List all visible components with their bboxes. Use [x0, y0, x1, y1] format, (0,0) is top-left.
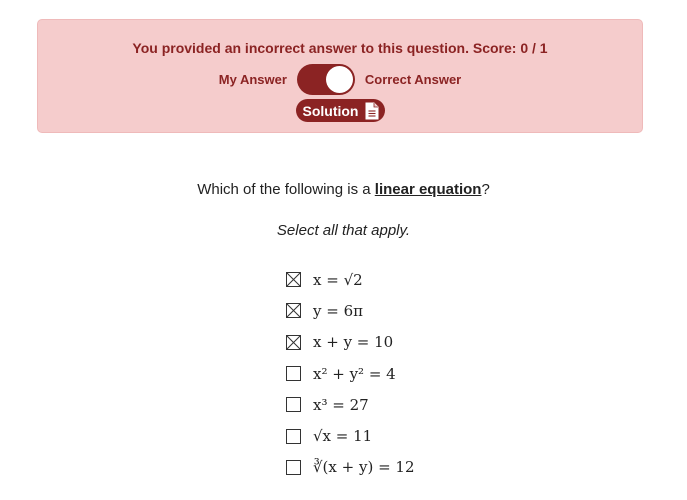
- x-mark-icon: [287, 273, 300, 286]
- option-label: √x = 11: [313, 427, 373, 446]
- question-prefix: Which of the following is a: [197, 181, 375, 198]
- answer-option: [286, 327, 415, 358]
- answer-option: [286, 452, 415, 483]
- option-label: y = 6π: [313, 301, 363, 320]
- answer-option: [286, 358, 415, 389]
- answer-option: [286, 389, 415, 420]
- checkbox-unchecked[interactable]: [286, 429, 301, 444]
- answer-toggle-row: [38, 63, 642, 95]
- correct-answer-label[interactable]: Correct Answer: [364, 71, 462, 87]
- answer-toggle[interactable]: [297, 64, 355, 95]
- x-mark-icon: [287, 304, 300, 317]
- answer-options: [286, 264, 415, 483]
- feedback-panel: [37, 19, 643, 133]
- checkbox-checked[interactable]: [286, 272, 301, 287]
- option-label: x² + y² = 4: [313, 364, 396, 383]
- answer-option: [286, 264, 415, 295]
- feedback-message: You provided an incorrect answer to this question. Score: 0 / 1: [132, 40, 548, 56]
- option-label: ∛(x + y) = 12: [313, 458, 415, 477]
- option-label: x + y = 10: [313, 333, 394, 352]
- solution-label: Solution: [302, 102, 359, 119]
- my-answer-label[interactable]: My Answer: [218, 71, 287, 87]
- checkbox-unchecked[interactable]: [286, 460, 301, 475]
- option-label: x³ = 27: [313, 395, 369, 414]
- checkbox-unchecked[interactable]: [286, 366, 301, 381]
- x-mark-icon: [287, 336, 300, 349]
- instruction-text: Select all that apply.: [276, 222, 411, 239]
- checkbox-unchecked[interactable]: [286, 397, 301, 412]
- document-icon: [365, 102, 379, 120]
- checkbox-checked[interactable]: [286, 303, 301, 318]
- linear-equation-link[interactable]: linear equation: [374, 181, 482, 198]
- answer-option: [286, 295, 415, 326]
- checkbox-checked[interactable]: [286, 335, 301, 350]
- toggle-knob: [326, 66, 353, 93]
- question-suffix: ?: [481, 181, 490, 198]
- answer-option: [286, 420, 415, 451]
- option-label: x = √2: [313, 270, 363, 289]
- solution-button[interactable]: [296, 99, 385, 122]
- question-text: [0, 181, 687, 198]
